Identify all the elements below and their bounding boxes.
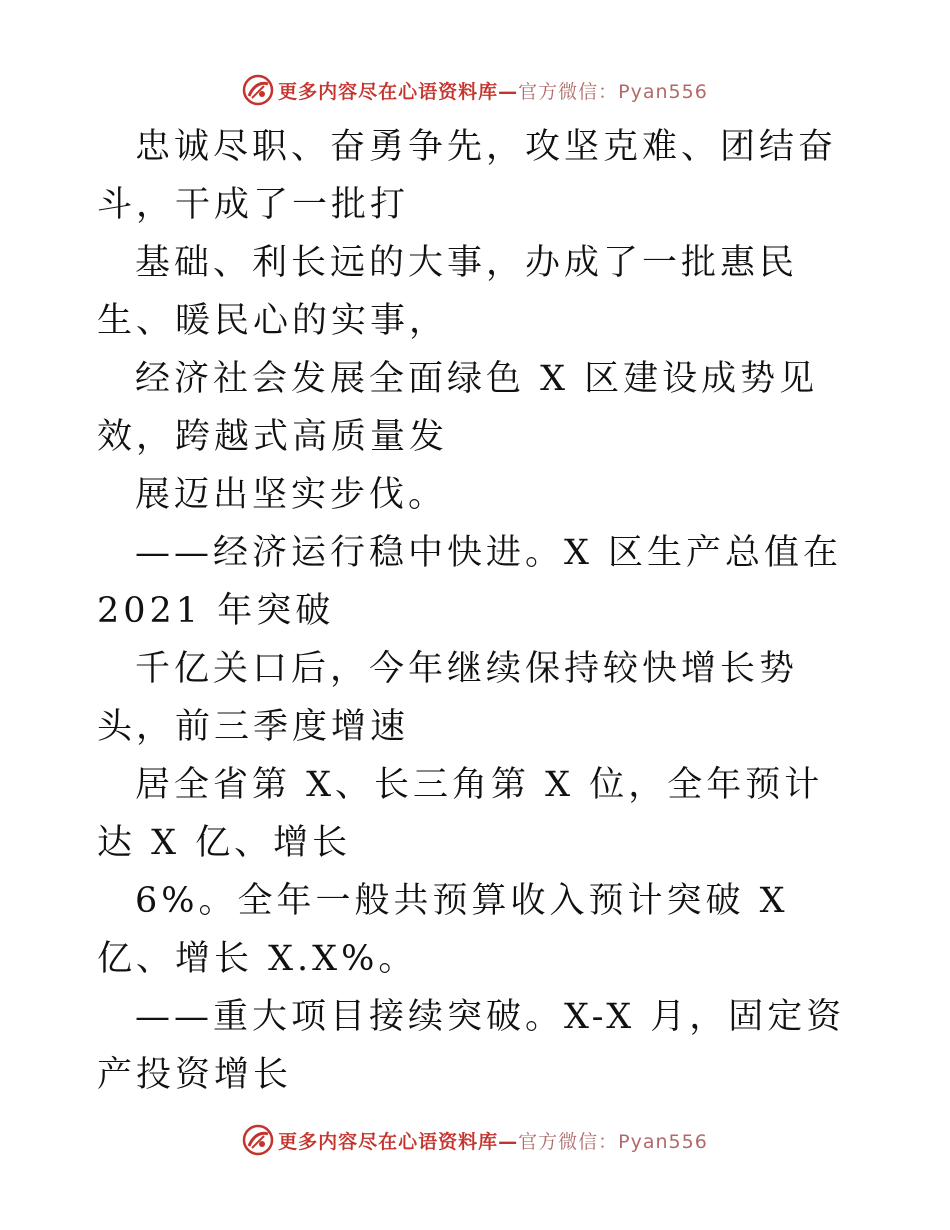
paragraph: 基础、利长远的大事，办成了一批惠民生、暖民心的实事， xyxy=(97,243,799,341)
stamp-logo-icon xyxy=(242,1124,274,1156)
paragraph: 千亿关口后，今年继续保持较快增长势头，前三季度增速 xyxy=(97,649,799,747)
paragraph: 展迈出坚实步伐。 xyxy=(135,475,448,515)
document-body xyxy=(97,118,857,1104)
brand-text: 更多内容尽在心语资料库 xyxy=(278,80,499,103)
paragraph: ——经济运行稳中快进。X 区生产总值在 2021 年突破 xyxy=(97,533,843,631)
paragraph: 经济社会发展全面绿色 X 区建设成势见效，跨越式高质量发 xyxy=(97,359,819,457)
footer-watermark xyxy=(0,1120,950,1160)
separator: — xyxy=(498,80,519,103)
paragraph: ——重大项目接续突破。X-X 月，固定资产投资增长 xyxy=(97,997,846,1095)
separator: — xyxy=(498,1130,519,1153)
stamp-logo-icon xyxy=(242,74,274,106)
paragraph: 忠诚尽职、奋勇争先，攻坚克难、团结奋斗，干成了一批打 xyxy=(97,127,838,225)
wechat-text: 官方微信：Pyan556 xyxy=(518,1130,708,1153)
header-watermark xyxy=(0,70,950,110)
paragraph: 居全省第 X、长三角第 X 位，全年预计达 X 亿、增长 xyxy=(97,765,824,863)
wechat-text: 官方微信：Pyan556 xyxy=(518,80,708,103)
paragraph: 6%。全年一般共预算收入预计突破 X 亿、增长 X.X%。 xyxy=(97,881,789,979)
brand-text: 更多内容尽在心语资料库 xyxy=(278,1130,499,1153)
